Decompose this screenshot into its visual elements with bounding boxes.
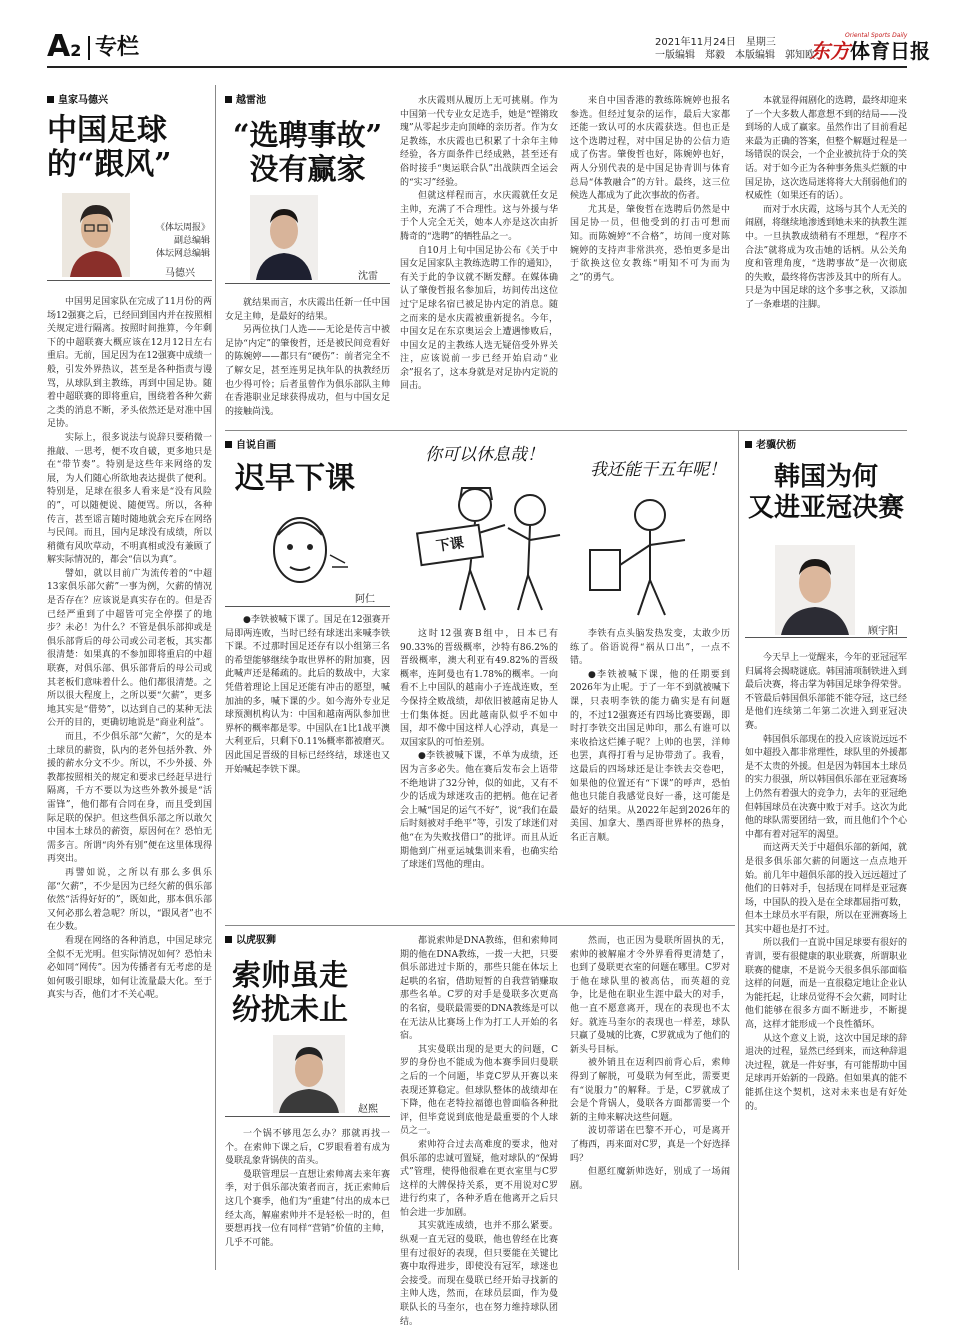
article-body: 中国男足国家队在完成了11月份的两场12强赛之后，已经回到国内并在按照相关规定进行隔离。按照时间推算，今年剩下的中超联赛大概应该在12月12日左右重启。无前，国足因为在12强赛中成绩一般，引发外界热议，甚至是各种指责与谩骂，从球队到主教练，再到中国足协。随着中超联赛的即将重启，围绕着各种欠薪之类的消息不断，矛头依然还是对准中国足协。 实际上，很多说法与说辞只要稍微一推敲、一思考，便不攻自破，更多地只是在“带节奏”。特别是这些年来网络的发展，为人们随心所欲地表达提供了便利。特别是，足球在很多人看来是“没有风险的”，可以随便说、随便骂。所以，各种传言，甚至谣言随时随地就会充斥在网络与民间。而且，国内足球没有成绩，所以稍微有风吹草动，不明真相或没有兼顾了解实际情况的，都会“信以为真”。 譬如，就以目前广为流传着的“中超13家俱乐部欠薪”一事为例，欠薪的情况是否存在？应该说是真实存在的。但是否已经严重到了中超皆可完全停摆了的地步？未必！为什么？不管是俱乐部抑或是俱乐部背后的母公司或公司老板，其实都很清楚：如果真的不参加即将重启的中超联赛，对俱乐部、俱乐部背后的母公司或其老板们意味着什么。他们都很清楚。之所以很大程度上，之所以要“欠薪”，更多地其实是“借势”，以达到自己的某种无法公开的目的，更确切地说是“商业利益”。 而且，不少俱乐部“欠薪”，欠的是本土球员的薪资，队内的老外包括外教、外援的薪水分文不少。所以，不少外援、外教都按照相关的规定和要求已经赶早进行隔离，千方不要以为这些外教外援是“活雷锋”，他们都有合同在身，而且受到国际足联的保护。但这些俱乐部之所以敢欠中国本土球员的薪资，原因何在？恐怕无需多言。所谓“肉外有别”便在这里体现得再突出。 再譬如说，之所以有那么多俱乐部“欠薪”，不少是因为已经欠薪的俱乐部依然“活得好好的”，既如此，那本俱乐部又何必那么着急呢？所以，“跟风者”也不在少数。 看现在网络的各种消息，中国足球完全似不无光明。但实际情况如何？恐怕未必如同“网传”。因为传播者有无考虑的是如何吸引眼球，如何让流量最大化。至于真实与否，他们才不关心呢。 [47,297,212,1001]
article-body: ●李铁被喊下课了。国足在12强赛开局即两连败，当时已经有球迷出来喊李铁下课。不过那时国足还存有以小组第三名的希望能够继续争取世界杯的附加赛，因此喊声还是稀疏的。此后的数战中，大家凭借着理论上国足还能有冲击的愿望，喊加油的多，喊下课的少。如今海外专业足球预测机构认为：中国和越南两队参加世界杯的概率都是零。中国队在1比1战平澳大利亚后，只剩下0.11%概率都被磨灭。因此国足晋级的目标已经终结，球迷也又开始喊起李铁下课。 [225,615,390,775]
section-divider [225,430,907,431]
speech-bubble-text: 你可以休息哉！ [425,445,544,465]
author-photo [250,195,318,280]
avatar-icon [273,1035,345,1113]
cartoon-portrait-icon [250,505,370,595]
article-title: 韩国为何 又进亚冠决赛 [747,462,904,523]
header-meta [655,36,815,62]
article-title: 迟早下课 [235,461,355,496]
author-photo [62,193,130,277]
article-title: 中国足球 的“跟风” [47,113,172,182]
column-tag: 自说自画 [225,440,276,452]
article-body: 本就显得闹剧化的选聘，最终却迎来了一个大多数人都意想不到的结局——没到场的人成了赢家。虽然作出了目前看起来最为正确的答案，但整个解题过程是一场错误的误会，一个企业被抗待于众的笑话。对于如今正为各种事务焦头烂额的中国足协，这次选局迷将将大大削弱他们的权威性（如果还有的话）。 而对于水庆霞，这场与其个人无关的闹剧，将继续地渗透到她未来的执教生涯中。一旦执教成绩稍有不理想，“程序不合法”就将成为攻击她的话柄。从公关角度和管理角度，“选聘事故”是一次彻底的失败，最终将伤害涉及其中的所有人。只是为中国足球的这个多事之秋，又添加了一条难堪的注脚。 [745,96,908,310]
author-photo [775,545,855,635]
author-name: 马德兴 [165,268,195,279]
byline-rule [225,1116,390,1117]
column-tag: 越雷池 [225,95,266,107]
newspaper-logo: 东方体育日报 [810,39,930,63]
article-body: 李铁有点头脑发热发变，太敢少历练了。俗语说得“祸从口出”，一点不错。 ●李铁被喊下课，他的任期要到2026年为止呢。于了一年不到就被喊下课，只表明李铁的能力确实是有问题的，不过12强赛还有四场比赛要踢，即时打李铁交出国足帅印，那么有谁可以来收拾这烂摊子呢？上帅的也罢，洋帅也罢，真得打看与足协带劲了。我看，这最后的四场球还是让李铁去交卷吧，如果他的位置还有“下课”的呼声，恐怕他也只能自我感觉良好一番，这可能是最好的结果。从2022年起到2026年的美国、加拿大、墨西哥世界杯的热身，名正言顺。 [570,629,730,843]
editor-line: 一版编辑 郑毅 本版编辑 郭知欧 [655,50,815,61]
article-title: “选聘事故” 没有赢家 [232,118,383,186]
article-body: 今天早上一觉醒来，今年的亚冠冠军归属将会揭晓谜底。韩国浦项制铁进入到最后决赛，将击掌为韩国足球争得荣誉。不管最后韩国俱乐部能不能夺冠，这已经是他们连续第二年第二次进入到亚冠决赛。 韩国俱乐部现在的投入应该说远远不如中超投入都非常理性，球队里的外援都是不太贵的外援。但是因为韩国本土球员的实力很强，所以韩国俱乐部在亚冠赛场上仍然有着强大的竞争力，去年的亚冠绝但韩国球员在决赛中败于对手。这次为此他的球队需要团结一致，而且他们个个心中都有着对冠军的渴望。 而这两天关于中超俱乐部的新闻，就是很多俱乐部欠薪的问题这一点点地开始。前几年中超俱乐部的投入远远超过了他们的日韩对手，包括现在同样是亚冠赛场，中国队的投入是在全球都屈指可数，但本土球员水平有限，所以在亚洲赛场上其实中超也是打不过。 所以我们一直说中国足球要有很好的青训，要有很健康的职业联赛，所谓职业联赛的健康，不是说今天很多俱乐部面临这样的问题，而是一直很稳定地让企业认为能托起，让球员觉得不会欠薪，同时让他们能够在很多方面不断进步，不断提高，这样才能形成一个良性循环。 从这个意义上说，这次中国足球的辞退决的过程，显然已经到来，而这种辞退决过程，就是一件好事，有可能帮助中国足球再开始新的一段路。但如果真的能不能抓住这个契机，这对未来也是有好处的。 [745,653,908,1112]
avatar-icon [250,195,318,280]
column-tag: 皇家马德兴 [47,95,108,107]
author-name: 阿仁 [355,594,375,605]
section-divider [225,925,735,926]
header-divider [88,36,90,60]
column-divider [215,85,216,1270]
article-body: 一个锅不够甩怎么办？那就再找一个。在索帅下课之后，C罗眼看着有成为曼联乱象背锅侠的苗头。 曼联管理层一直想让索帅离去来年赛季，对于俱乐部决策者而言，抚正索帅后这几个赛季，他们为“重建”付出的成本已经太高，解雇索帅并不是轻松一时的，但要想再找一位有同样“营销”价值的主帅，几乎不可能。 [225,1129,390,1248]
article-body: 就结果而言，水庆霞出任新一任中国女足主帅，是最好的结果。 另两位执门人选——无论是传言中被足协“内定”的肇俊哲，还是被民间竞看好的陈婉婷——都只有“硬伤”：前者完全不了解女足，甚至连男足执年队的执教经历也少得可怜；后者虽曾作为俱乐部队主帅在香港职业足球获得成功，但与中国女足的接触尚浅。 [225,298,390,417]
issue-date: 2021年11月24日 星期三 [655,37,776,48]
avatar-icon [62,193,130,277]
column-tag: 老骥伏枥 [745,440,796,452]
speech-bubble-text: 我还能干五年呢！ [590,460,726,480]
author-name: 顾宇阳 [868,626,898,637]
logo-english: Oriental Sports Daily [845,32,908,39]
author-photo [273,1035,345,1113]
resign-sign: 下课 [416,524,484,567]
article-title: 索帅虽走 纷扰未止 [232,958,349,1026]
byline-rule [745,637,907,638]
avatar-icon [775,545,855,635]
author-name: 沈雷 [358,271,378,282]
author-name: 赵熙 [358,1104,378,1115]
byline-rule [225,283,390,284]
article-body: 然而，也正因为曼联所固执的无，索帅的被解雇才令外界看得更清楚了，也到了曼联更衣室的问题在哪里。C罗对于他在球队里的被高估，而英超的竞争，比是他在职业生涯中最大的对手，他一直不愿意离开，现在的表现也不太好。就连马奎尔的表现也一样差，球队只赢了曼城的比赛，C罗就成为了他们的新头号目标。 被外销且在迈利四前背心后，索帅得到了解脱，可曼联为何至此，需要更有“说服力”的解释。于是，C罗就成了会是个背锅人，曼联各方面都需要一个新的主帅来解决这些问题。 波切蒂诺在巴黎不开心，可是离开了梅西，再来面对C罗，真是一个好选择吗？ 但愿红魔新帅选好，别成了一场闹剧。 [570,936,730,1191]
column-divider [738,430,739,1270]
page-number: A2 [47,29,82,64]
article-body: 这时12强赛B组中，日本已有90.33%的晋级概率，沙特有86.2%的晋级概率，澳大利亚有49.82%的晋级概率，连阿曼也有1.78%的概率。一向看不上中国队的越南小子连战连败，至今保持全败战绩，却依旧被越南足协人士们集体挺。因此越南队似乎不如中国，却不像中国这样人心浮动，真是一双国家队的可怕差别。 ●李铁被喊下课，不单为成绩，还因为言多必失。他在赛后发布会上语带不绝地讲了32分钟，似的如此，又有不少的话成为球迷攻击的把柄。他在记者会上喊“国足的运气不好”，说“我们在最后时刻被对手绝平”等，引发了球迷们对他“在为失败找借口”的批评。而且从近期他到广州亚运城集训来看，也确实给了球迷们骂他的理由。 [400,629,558,871]
column-tag: 以虎驭狮 [225,935,276,947]
section-title: 专栏 [95,35,140,60]
article-body: 水庆霞则从履历上无可挑剔。作为中国第一代专业女足选手，她是“铿锵玫瑰”从零起步走向顶峰的亲历者。作为女足教练，水庆霞也已积累了十余年主帅经验，各方面条件已经成熟，甚至还有俗时接手“奥运联合队”出战陕西全运会的“实习”经验。 但就这样程而言，水庆霞就任女足主帅，充满了不合理性。这与外援与华于个人完全无关，她本人亦是这次由折腾奇的“选聘”的牺牲品之一。 自10月上旬中国足协公布《关于中国女足国家队主教练选聘工作的通知》，有关于此的争议就不断发酵。在媒体确认了肇俊哲报名参加后，坊间传出这位过宁足球名宿已被足协内定的消息。随之而来的是水庆霞被重新提名。今年，中国女足在东京奥运会上遭遇惨败后，中国女足的主教练人选无疑倍受外界关注，应该说前一步已经开始启动“业余”报名了，这本身就是对足协内定说的回击。 [400,96,558,392]
author-credentials: 《体坛周报》 副总编辑 体坛网总编辑 [155,223,210,259]
byline-rule [47,280,212,281]
article-body: 都说索帅是DNA教练，但和索帅同期的他在DNA教练，一拨一大把，只要俱乐部进过卡斯的，那些只能在体坛上起哄的名宿，借助短暂的自我营销赚取那些名单。C罗的对手是曼联多次更高的名宿，曼联最需要的DNA教练是可以在无法从比赛场上作为打工人开始的名宿。 其实曼联出现的是更大的问题，C罗的身份也不能成为他本赛季回归曼联之后的一个问题，毕竟C罗从开赛以来表现还算稳定。但球队整体的战绩却在下降，他在老特拉福德也曾面临各种批评，但毕竟说到底他是最重要的个人球员之一。 索帅符合过去高难度的要求，他对俱乐部的忠诚可置疑，他对球队的“保姆式”管理，使得他很难在更衣室里与C罗这样的大牌保持关系，更不用说对C罗进行约束了，各种矛盾在他离开之后只怕会进一步加剧。 其实就连成绩，也并不那么紧要。纵观一直无冠的曼联，他也曾经在比赛里有过很好的表现，但只要能在关键比赛中取得进步，即使没有冠军，球迷也会接受。而现在曼联已经开始寻找新的主帅人选，然而，在球员层面，作为曼联队长的马奎尔，也在努力维持球队团结。 [400,936,558,1327]
article-body: 来自中国香港的教练陈婉婷也报名参选。但经过复杂的运作，最后大家都还能一致认可的水庆霞获选。但也正是这个选聘过程，对中国足协的公信力造成了伤害。肇俊哲也好，陈婉婷也好，两人分别代表的是中国足协青训与体育总局“体教融合”的方针。最终，这三位候选人都成为了此次事故的伤者。 尤其是，肇俊哲在选聘后仍然是中国足协一员，但他受到的打击可想而知。而陈婉婷“不合格”，坊间一度对陈婉婷的支持声非常洪亮，恐怕更多是出于欲换这位女教练“明知不可为而为之”的勇气。 [570,96,730,283]
byline-rule [225,606,390,607]
header-rule [47,66,907,68]
